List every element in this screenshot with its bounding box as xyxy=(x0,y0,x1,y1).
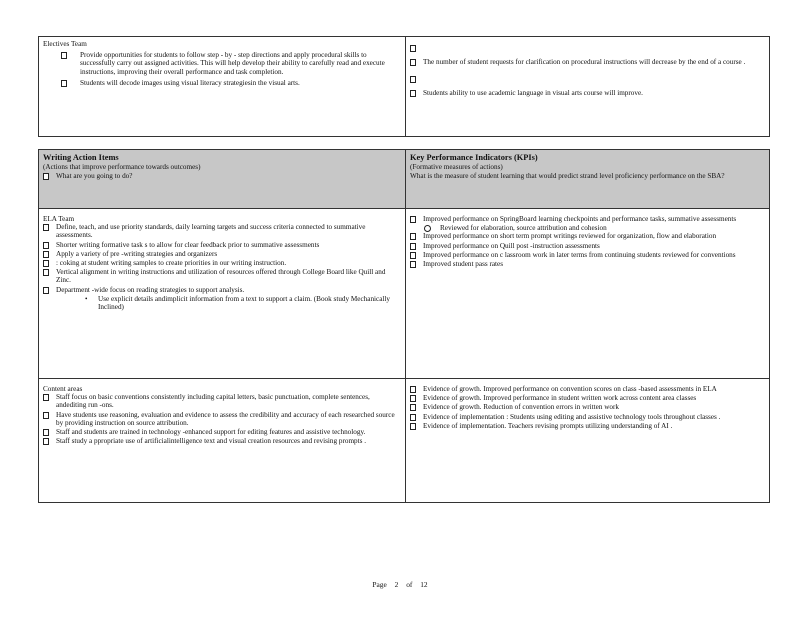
page-word: Page xyxy=(372,580,387,589)
list-item: Evidence of growth. Improved performance in student written work across content area classes xyxy=(410,394,765,402)
ela-kpi-list-2 xyxy=(410,232,765,268)
list-item: Students will decode images using visual literacy strategiesin the visual arts. xyxy=(61,79,401,87)
empty-checkbox-icon xyxy=(410,76,416,83)
list-item: Improved student pass rates xyxy=(410,260,765,268)
electives-action-list xyxy=(43,51,401,87)
electives-heading: Electives Team xyxy=(43,40,87,48)
content-heading: Content areas xyxy=(43,385,83,393)
list-item: Department -wide focus on reading strategies to support analysis. xyxy=(43,286,401,294)
list-item: Evidence of implementation. Teachers revising prompts utilizing understanding of AI . xyxy=(410,422,765,430)
action-items-title: Writing Action Items xyxy=(43,153,119,162)
empty-checkbox-icon xyxy=(410,45,416,52)
ela-kpi-cell xyxy=(406,208,769,378)
list-item: Evidence of implementation : Students using editing and assistive technology tools throughout classes . xyxy=(410,413,765,421)
ela-heading: ELA Team xyxy=(43,215,75,223)
electives-table xyxy=(38,36,770,137)
kpi-question: What is the measure of student learning that would predict strand level proficiency performance on the SBA? xyxy=(410,171,725,180)
list-item: Students ability to use academic language in visual arts course will improve. xyxy=(410,89,765,97)
action-items-question: What are you going to do? xyxy=(43,172,401,181)
kpi-subtitle: (Formative measures of actions) xyxy=(410,163,503,171)
content-action-list xyxy=(43,393,401,445)
list-item: Evidence of growth. Improved performance on convention scores on class -based assessments in ELA xyxy=(410,385,765,393)
list-item: The number of student requests for clarification on procedural instructions will decrease by the end of a course . xyxy=(410,58,765,66)
electives-actions-cell xyxy=(39,37,406,136)
list-item: : coking at student writing samples to create priorities in our writing instruction. xyxy=(43,259,401,267)
list-item: Improved performance on short term prompt writings reviewed for organization, flow and elaboration xyxy=(410,232,765,240)
content-kpi-list xyxy=(410,385,765,430)
ela-kpi-list xyxy=(410,215,765,223)
page-total: 12 xyxy=(420,580,428,589)
content-kpi-cell xyxy=(406,378,769,502)
ela-action-list xyxy=(43,223,401,294)
list-item: • Use explicit details andimplicit information from a text to support a claim. (Book study Mechanically Inclined) xyxy=(85,295,401,311)
ela-sub-list xyxy=(43,295,401,311)
list-item: Vertical alignment in writing instructions and utilization of resources offered through College Board like Quill and Zinc. xyxy=(43,268,401,284)
content-actions-cell xyxy=(39,378,406,502)
list-item: Improved performance on SpringBoard learning checkpoints and performance tasks, summative assessments xyxy=(410,215,765,223)
action-items-header xyxy=(39,150,406,208)
list-item: Staff focus on basic conventions consistently including capital letters, basic punctuation, complete sentences, andediting run -ons. xyxy=(43,393,401,409)
kpi-header xyxy=(406,150,769,208)
ela-actions-cell xyxy=(39,208,406,378)
kpi-title: Key Performance Indicators (KPIs) xyxy=(410,153,538,162)
list-item: Improved performance on c lassroom work in later terms from continuing students reviewed for conventions xyxy=(410,251,765,259)
list-item: Improved performance on Quill post -instruction assessments xyxy=(410,242,765,250)
page-footer xyxy=(0,580,800,589)
list-item: Staff study a ppropriate use of artificialintelligence text and visual creation resources and revising prompts . xyxy=(43,437,401,445)
electives-kpi-list-2 xyxy=(410,89,765,97)
of-word: of xyxy=(406,580,413,589)
page-number: 2 xyxy=(394,580,399,589)
list-item: Staff and students are trained in technology -enhanced support for editing features and assistive technology. xyxy=(43,428,401,436)
list-item: Have students use reasoning, evaluation and evidence to assess the credibility and accuracy of each researched source by providing instruction on source attribution. xyxy=(43,411,401,427)
electives-kpi-list xyxy=(410,58,765,66)
list-item: Apply a variety of pre -writing strategies and organizers xyxy=(43,250,401,258)
list-item: Reviewed for elaboration, source attribution and cohesion xyxy=(410,224,765,232)
writing-action-table xyxy=(38,149,770,503)
action-items-subtitle: (Actions that improve performance towards outcomes) xyxy=(43,163,201,171)
list-item: Define, teach, and use priority standards, daily learning targets and success criteria connected to summative assessments. xyxy=(43,223,401,239)
list-item: Provide opportunities for students to follow step - by - step directions and apply procedural skills to successfully carry out assigned activities. This will help develop their ability to carefully read and execute instructions, improving their overall performance and task completion. xyxy=(61,51,401,76)
list-item: Evidence of growth. Reduction of convention errors in written work xyxy=(410,403,765,411)
action-items-question-list xyxy=(43,172,401,181)
list-item: Shorter writing formative task s to allow for clear feedback prior to summative assessments xyxy=(43,241,401,249)
electives-kpi-cell xyxy=(406,37,769,136)
